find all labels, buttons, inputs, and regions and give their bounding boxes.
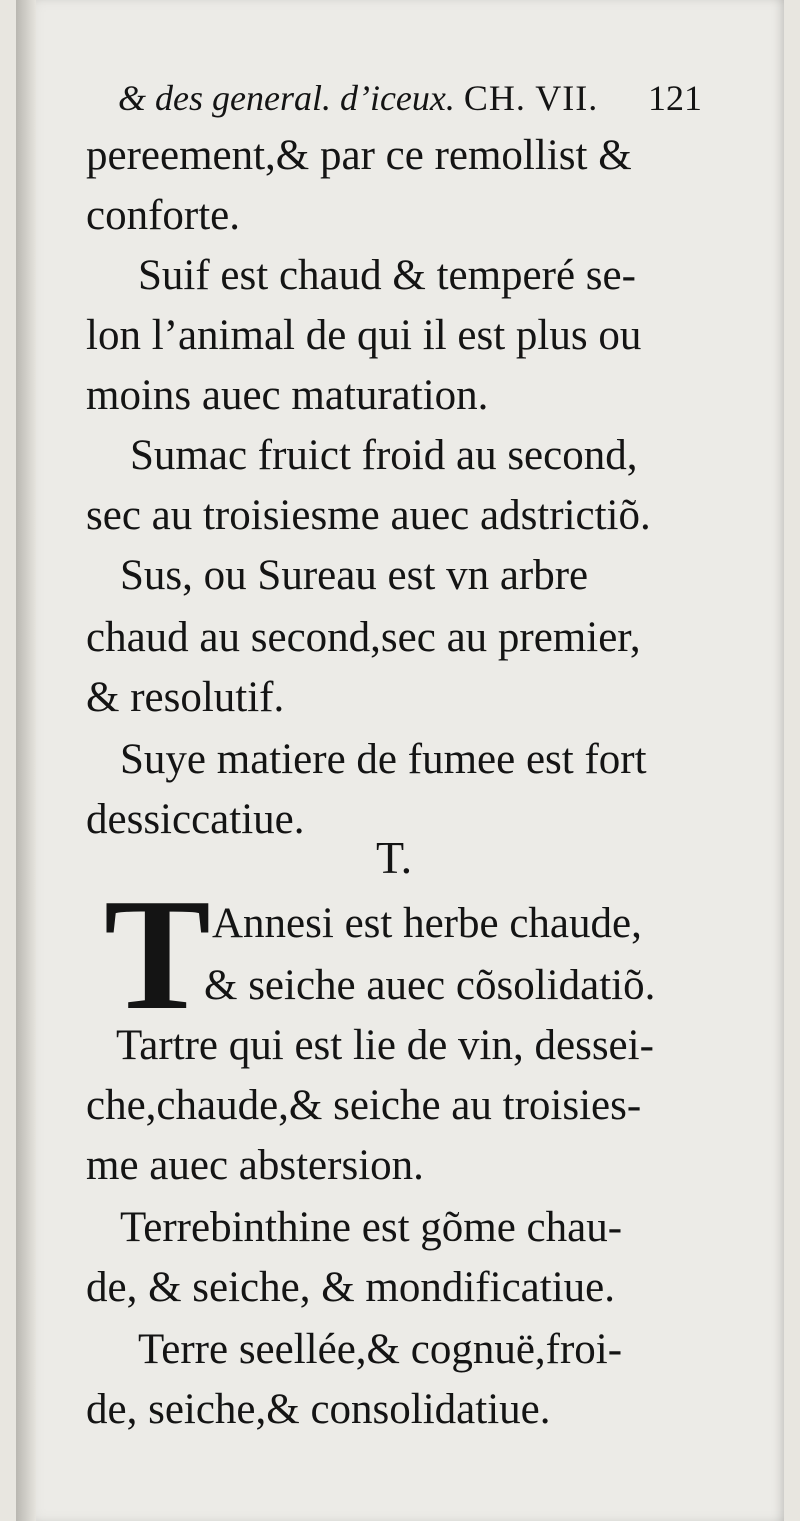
running-head-title: & des general. d’iceux.	[118, 78, 455, 118]
text-line: Terre seellée,& cognuë,froi-	[138, 1326, 623, 1373]
text-line: Sus, ou Sureau est vn arbre	[120, 552, 589, 599]
running-head	[118, 72, 718, 124]
text-line: & resolutif.	[86, 674, 285, 721]
text-line: & seiche auec cõsolidatiõ.	[204, 962, 656, 1009]
text-line: conforte.	[86, 192, 241, 239]
text-line: lon l’animal de qui il est plus ou	[86, 312, 642, 359]
book-page	[16, 0, 784, 1521]
text-line: Suye matiere de fumee est fort	[120, 736, 647, 783]
running-head-chapter: CH. VII.	[463, 78, 599, 118]
text-line: de, & seiche, & mondificatiue.	[86, 1264, 615, 1311]
page-gutter	[16, 0, 36, 1521]
text-line: dessiccatiue.	[86, 796, 305, 843]
text-line: me auec abstersion.	[86, 1142, 424, 1189]
text-line: Suif est chaud & temperé se-	[138, 252, 636, 299]
text-line: Terrebinthine est gõme chau-	[120, 1204, 623, 1251]
text-line: moins auec maturation.	[86, 372, 489, 419]
text-line: chaud au second,sec au premier,	[86, 614, 641, 661]
text-line: Sumac fruict froid au second,	[130, 432, 638, 479]
text-line: sec au troisiesme auec adstrictiõ.	[86, 492, 651, 539]
text-line: pereement,& par ce remollist &	[86, 132, 632, 179]
text-line: de, seiche,& consolidatiue.	[86, 1386, 551, 1433]
drop-cap: T	[104, 865, 211, 1043]
page-number: 121	[648, 78, 702, 118]
text-line: Tartre qui est lie de vin, dessei-	[116, 1022, 654, 1069]
text-line: Annesi est herbe chaude,	[212, 900, 642, 947]
text-line: che,chaude,& seiche au troisies-	[86, 1082, 642, 1129]
section-heading: T.	[376, 832, 413, 883]
